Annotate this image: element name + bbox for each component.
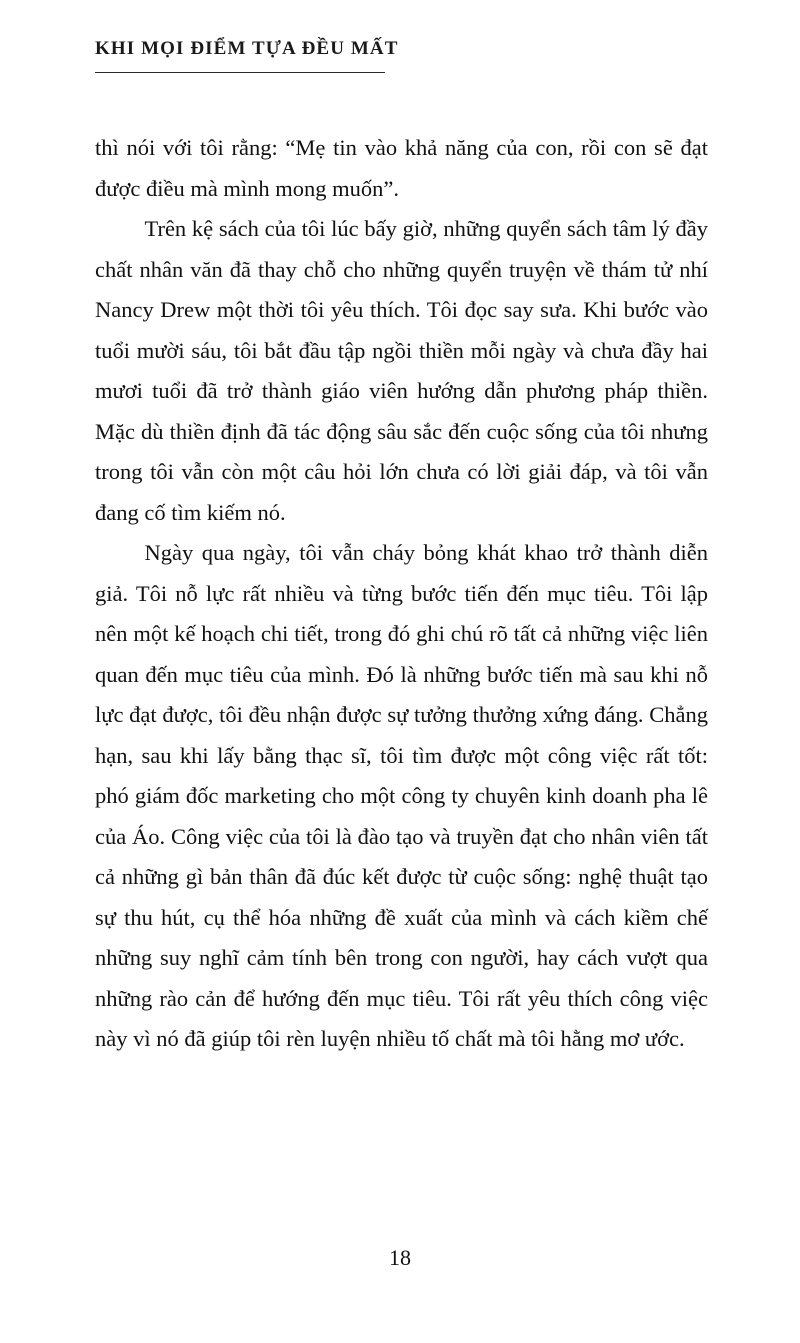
paragraph: Trên kệ sách của tôi lúc bấy giờ, những quyển sách tâm lý đầy chất nhân văn đã thay chỗ cho những quyển truyện về thám tử nhí Nancy Drew một thời tôi yêu thích. Tôi đọc say sưa. Khi bước vào tuổi mười sáu, tôi bắt đầu tập ngồi thiền mỗi ngày và chưa đầy hai mươi tuổi đã trở thành giáo viên hướng dẫn phương pháp thiền. Mặc dù thiền định đã tác động sâu sắc đến cuộc sống của tôi nhưng trong tôi vẫn còn một câu hỏi lớn chưa có lời giải đáp, và tôi vẫn đang cố tìm kiếm nó.	[95, 216, 708, 525]
page-body	[95, 128, 708, 1060]
header-rule	[95, 72, 385, 73]
paragraph: Ngày qua ngày, tôi vẫn cháy bỏng khát khao trở thành diễn giả. Tôi nỗ lực rất nhiều và từng bước tiến đến mục tiêu. Tôi lập nên một kế hoạch chi tiết, trong đó ghi chú rõ tất cả những việc liên quan đến mục tiêu của mình. Đó là những bước tiến mà sau khi nỗ lực đạt được, tôi đều nhận được sự tưởng thưởng xứng đáng. Chẳng hạn, sau khi lấy bằng thạc sĩ, tôi tìm được một công việc rất tốt: phó giám đốc marketing cho một công ty chuyên kinh doanh pha lê của Áo. Công việc của tôi là đào tạo và truyền đạt cho nhân viên tất cả những gì bản thân đã đúc kết được từ cuộc sống: nghệ thuật tạo sự thu hút, cụ thể hóa những đề xuất của mình và cách kiềm chế những suy nghĩ cảm tính bên trong con người, hay cách vượt qua những rào cản để hướng đến mục tiêu. Tôi rất yêu thích công việc này vì nó đã giúp tôi rèn luyện nhiều tố chất mà tôi hằng mơ ước.	[95, 540, 708, 1051]
page-number: 18	[389, 1245, 411, 1270]
running-head: KHI MỌI ĐIỂM TỰA ĐỀU MẤT	[95, 38, 399, 59]
paragraph: thì nói với tôi rằng: “Mẹ tin vào khả năng của con, rồi con sẽ đạt được điều mà mình mong muốn”.	[95, 135, 708, 201]
